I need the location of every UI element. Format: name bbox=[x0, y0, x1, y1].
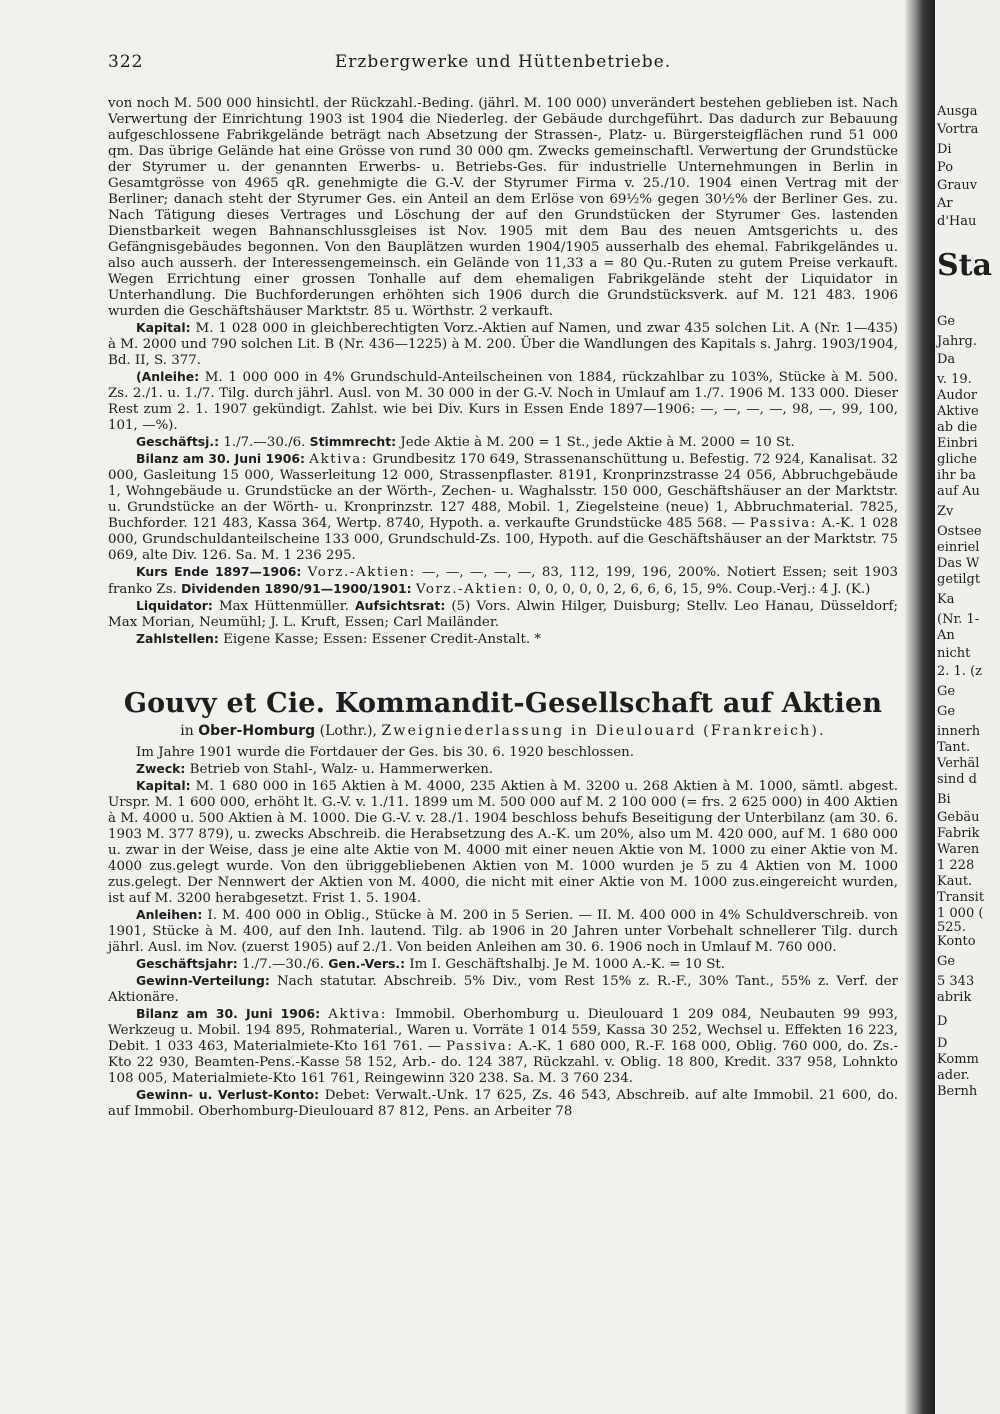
styrum-section bbox=[108, 96, 898, 648]
styrum-geschaeftsjahr: Geschäftsj.: 1./7.—30./6. Stimmrecht: Jede Aktie à M. 200 = 1 St., jede Aktie à M. 2000 = 10 St. bbox=[136, 434, 795, 450]
adjacent-line: Ge bbox=[937, 314, 956, 329]
adjacent-page-edge bbox=[935, 0, 1000, 1414]
adjacent-line: Bi bbox=[937, 792, 951, 807]
adjacent-line: Verhäl bbox=[937, 756, 980, 771]
adjacent-line: Gebäu bbox=[937, 810, 980, 825]
adjacent-line: Ge bbox=[937, 704, 956, 719]
adjacent-line: Transit bbox=[937, 890, 985, 905]
adjacent-heading: Sta bbox=[937, 248, 992, 283]
adjacent-line: 2. 1. (z bbox=[937, 664, 982, 679]
adjacent-line: 525. bbox=[937, 920, 966, 935]
gouvy-intro: Im Jahre 1901 wurde die Fortdauer der Ges. bis 30. 6. 1920 beschlossen. bbox=[136, 745, 635, 760]
adjacent-line: 1 228 bbox=[937, 858, 975, 873]
adjacent-line: Aktive bbox=[937, 404, 979, 419]
company-location: in Ober-Homburg (Lothr.), Zweigniederlassung in Dieulouard (Frankreich). bbox=[180, 723, 826, 739]
adjacent-line: Tant. bbox=[937, 740, 971, 755]
adjacent-line: sind d bbox=[937, 772, 977, 787]
adjacent-line: Audor bbox=[937, 388, 978, 403]
styrum-liquidator: Liquidator: Max Hüttenmüller. Aufsichtsrat: (5) Vors. Alwin Hilger, Duisburg; Stellv. Leo Hanau, Düsseldorf; Max Morian, Neumühl; J. L. Kruft, Essen; Carl Mailänder. bbox=[108, 598, 898, 630]
page-number: 322 bbox=[108, 52, 144, 72]
gouvy-gewinn-verteilung: Gewinn-Verteilung: Nach statutar. Abschreib. 5% Div., vom Rest 15% z. R.-F., 30% Tant., 55% z. Verf. der Aktionäre. bbox=[108, 973, 898, 1005]
adjacent-line: 5 343 bbox=[937, 974, 975, 989]
adjacent-line: Ka bbox=[937, 592, 955, 607]
styrum-anleihe: (Anleihe: M. 1 000 000 in 4% Grundschuld-Anteilscheinen von 1884, rückzahlbar zu 103%, Stücke à M. 500. Zs. 2./1. u. 1./7. Tilg. durch jährl. Ausl. von M. 30 000 in der G.-V. Noch in Umlauf am 1./7. 1906 M. 133 000. Dieser Rest zum 2. 1. 1907 gekündigt. Zahlst. wie bei Div. Kurs in Essen Ende 1897—1906: —, —, —, —, 98, —, 99, 100, 101, —%). bbox=[108, 369, 898, 433]
adjacent-line: getilgt bbox=[937, 572, 981, 587]
adjacent-line: (Nr. 1- bbox=[937, 612, 980, 627]
gouvy-bilanz: Bilanz am 30. Juni 1906: Aktiva: Immobil. Oberhomburg u. Dieulouard 1 209 084, Neubauten 99 993, Werkzeug u. Mobil. 194 895, Rohmaterial., Waren u. Vorräte 1 014 559, Kassa 30 252, Wechsel u. Effekten 16 223, Debit. 1 033 463, Materialmiete-Kto 161 761. — Passiva: A.-K. 1 680 000, R.-F. 168 000, Oblig. 760 000, do. Zs.-Kto 22 930, Beamten-Pens.-Kasse 58 152, Arb.- do. 124 387, Rückzahl. v. Oblig. 18 800, Kredit. 337 958, Lohnkto 108 005, Materialmiete-Kto 161 761, Reingewinn 320 238. Sa. M. 3 760 234. bbox=[108, 1006, 899, 1086]
adjacent-line: Vortra bbox=[937, 122, 979, 137]
gouvy-geschaeftsjahr: Geschäftsjahr: 1./7.—30./6. Gen.-Vers.: Im I. Geschäftshalbj. Je M. 1000 A.-K. = 10 St. bbox=[136, 956, 725, 972]
adjacent-line: Ostsee bbox=[937, 524, 982, 539]
adjacent-line: abrik bbox=[937, 990, 972, 1005]
adjacent-line: Di bbox=[937, 142, 952, 157]
page-header bbox=[108, 52, 898, 78]
adjacent-line: nicht bbox=[937, 646, 971, 661]
adjacent-line: auf Au bbox=[937, 484, 980, 499]
book-gutter bbox=[905, 0, 935, 1414]
adjacent-line: ab die bbox=[937, 420, 978, 435]
running-title: Erzbergwerke und Hüttenbetriebe. bbox=[334, 52, 672, 72]
gouvy-zweck: Zweck: Betrieb von Stahl-, Walz- u. Hammerwerken. bbox=[136, 761, 494, 777]
styrum-kurs: Kurs Ende 1897—1906: Vorz.-Aktien: —, —, —, —, —, 83, 112, 199, 196, 200%. Notiert Essen; seit 1903 franko Zs. Dividenden 1890/91—1900/1901: Vorz.-Aktien: 0, 0, 0, 0, 0, 2, 6, 6, 6, 15, 9%. Coup.-Verj.: 4 J. (K.) bbox=[108, 564, 898, 597]
adjacent-line: innerh bbox=[937, 724, 981, 739]
styrum-kapital: Kapital: M. 1 028 000 in gleichberechtigten Vorz.-Aktien auf Namen, und zwar 435 solchen Lit. A (Nr. 1—435) à M. 2000 und 790 solchen Lit. B (Nr. 436—1225) à M. 200. Über die Wandlungen des Kapitals s. Jahrg. 1903/1904, Bd. II, S. 377. bbox=[108, 320, 898, 368]
adjacent-line: gliche bbox=[937, 452, 977, 467]
adjacent-line: Ge bbox=[937, 684, 956, 699]
adjacent-line: ader. bbox=[937, 1068, 970, 1083]
gouvy-kapital: Kapital: M. 1 680 000 in 165 Aktien à M. 4000, 235 Aktien à M. 3200 u. 268 Aktien à M. 1000, sämtl. abgest. Urspr. M. 1 600 000, erhöht lt. G.-V. v. 1./11. 1899 um M. 500 000 auf M. 2 100 000 (= frs. 2 625 000) in 400 Aktien à M. 4000 u. 500 Aktien à M. 1000. Die G.-V. v. 28./1. 1904 beschloss behufs Beseitigung der Unterbilanz (am 30. 6. 1903 M. 377 879), u. zwecks Abschreib. die Herabsetzung des A.-K. um 20%, also um M. 420 000, auf M. 1 680 000 u. zwar in der Weise, dass je eine alte Aktie von M. 4000 mit einer neuen Aktie von M. 1000 zu einer Aktie von M. 4000 zus.gelegt wurde. Von den übriggebliebenen Aktien von M. 1000 wurden je 5 zu 4 Aktien von M. 1000 zus.gelegt. Der Nennwert der Aktien von M. 4000, die nicht mit einer Aktie von M. 1000 zus.eingereicht wurden, ist auf M. 3200 herabgesetzt. Frist 1. 5. 1904. bbox=[108, 778, 898, 906]
adjacent-line: Grauv bbox=[937, 178, 978, 193]
styrum-zahlstellen: Zahlstellen: Eigene Kasse; Essen: Essener Credit-Anstalt. * bbox=[136, 631, 542, 647]
adjacent-line: Kaut. bbox=[937, 874, 973, 889]
adjacent-line: An bbox=[937, 628, 955, 643]
adjacent-line: D bbox=[937, 1014, 948, 1029]
adjacent-line: Bernh bbox=[937, 1084, 978, 1099]
adjacent-line: Das W bbox=[937, 556, 980, 571]
styrum-bilanz: Bilanz am 30. Juni 1906: Aktiva: Grundbesitz 170 649, Strassenanschüttung u. Befestig. 72 924, Kanalisat. 32 000, Gasleitung 15 000, Wasserleitung 12 000, Strassenpflaster. 8191, Kronprinzstrasse 24 056, Abbruchgebäude 1, Wohngebäude u. Grundstücke an der Wörth-, Zechen- u. Waghalsstr. 150 000, Geschäftshäuser an der Marktstr. u. Grundstücke an der Wörth- u. Kronprinzstr. 127 488, Mobil. 1, Ziegelsteine (neue) 1, Abbruchmaterial. 7825, Buchforder. 121 483, Kassa 364, Wertp. 8740, Hypoth. a. verkaufte Grundstücke 485 568. — Passiva: A.-K. 1 028 000, Grundschuldanteilscheine 133 000, Grundschuld-Zs. 100, Hypoth. auf die Geschäftshäuser an der Marktstr. 75 069, alte Div. 126. Sa. M. 1 236 295. bbox=[108, 451, 898, 563]
adjacent-line: v. 19. bbox=[937, 372, 972, 387]
adjacent-line: 1 000 ( bbox=[937, 906, 984, 921]
adjacent-line: Po bbox=[937, 160, 954, 175]
adjacent-line: Zv bbox=[937, 504, 954, 519]
adjacent-line: Fabrik bbox=[937, 826, 980, 841]
adjacent-line: Ar bbox=[937, 196, 953, 211]
adjacent-line: Ausga bbox=[937, 104, 978, 119]
gouvy-gewinn-verlust: Gewinn- u. Verlust-Konto: Debet: Verwalt.-Unk. 17 625, Zs. 46 543, Abschreib. auf alte Immobil. 21 600, do. auf Immobil. Oberhomburg-Dieulouard 87 812, Pens. an Arbeiter 78 bbox=[108, 1087, 898, 1119]
company-title: Gouvy et Cie. Kommandit-Gesellschaft auf Aktien bbox=[123, 688, 883, 719]
page-body bbox=[108, 96, 898, 1120]
adjacent-line: Komm bbox=[937, 1052, 979, 1067]
adjacent-line: Da bbox=[937, 352, 956, 367]
styrum-intro: von noch M. 500 000 hinsichtl. der Rückzahl.-Beding. (jährl. M. 100 000) unverändert bestehen geblieben ist. Nach Verwertung der Einrichtung 1903 ist 1904 die Niederleg. der Gebäude durchgeführt. Das dadurch zur Bebauung aufgeschlossene Fabrikgelände beträgt nach Absetzung der Strassen-, Platz- u. Bürgersteigflächen rund 51 000 qm. Das übrige Gelände hat eine Grösse von rund 30 000 qm. Zwecks gemeinschaftl. Verwertung der Grundstücke der Styrumer u. der genannten Erwerbs- u. Betriebs-Ges. für industrielle Unternehmungen in Berlin in Gesamtgrösse von 4965 qR. genehmigte die G.-V. der Styrumer Firma v. 25./10. 1904 einen Vertrag mit der Berliner; danach steht der Styrumer Ges. ein Anteil an dem Erlöse von 69½% gegen 30½% der Berliner Ges. zu. Nach Tätigung dieses Vertrages und Löschung der auf den Grundstücken der Styrumer Ges. lastenden Dienstbarkeit wegen Bahnanschlussgleises ist Nov. 1905 mit dem Bau des neuen Amtsgerichts u. des Gefängnisgebäudes begonnen. Von den Bauplätzen wurden 1904/1905 ausserhalb des ehemal. Fabrikgeländes u. also auch ausserh. der Interessengemeinsch. ein Gelände von 11,33 a = 80 Qu.-Ruten zu gutem Preise verkauft. Wegen Errichtung einer grossen Tonhalle auf dem ehemaligen Fabrikgelände steht der Liquidator in Unterhandlung. Die Buchforderungen erhöhten sich 1906 durch die Grundstücksverk. auf M. 121 483. 1906 wurden die Geschäftshäuser Marktstr. 85 u. Wörthstr. 2 verkauft. bbox=[108, 96, 898, 319]
adjacent-line: Ge bbox=[937, 954, 956, 969]
gouvy-anleihen: Anleihen: I. M. 400 000 in Oblig., Stücke à M. 200 in 5 Serien. — II. M. 400 000 in 4% Schuldverschreib. von 1901, Stücke à M. 400, auf den Inh. lautend. Tilg. ab 1906 in 20 Jahren unter Vorbehalt schnellerer Tilg. durch jährl. Ausl. im Nov. (zuerst 1905) auf 2./1. Von beiden Anleihen am 30. 6. 1906 noch in Umlauf M. 760 000. bbox=[108, 907, 898, 955]
adjacent-line: d'Hau bbox=[937, 214, 977, 229]
adjacent-line: ihr ba bbox=[937, 468, 976, 483]
adjacent-line: Waren bbox=[937, 842, 980, 857]
adjacent-line: einriel bbox=[937, 540, 980, 555]
adjacent-line: Jahrg. bbox=[937, 334, 978, 349]
adjacent-line: Konto bbox=[937, 934, 976, 949]
gouvy-section bbox=[108, 688, 898, 1120]
adjacent-line: D bbox=[937, 1036, 948, 1051]
adjacent-line: Einbri bbox=[937, 436, 978, 451]
